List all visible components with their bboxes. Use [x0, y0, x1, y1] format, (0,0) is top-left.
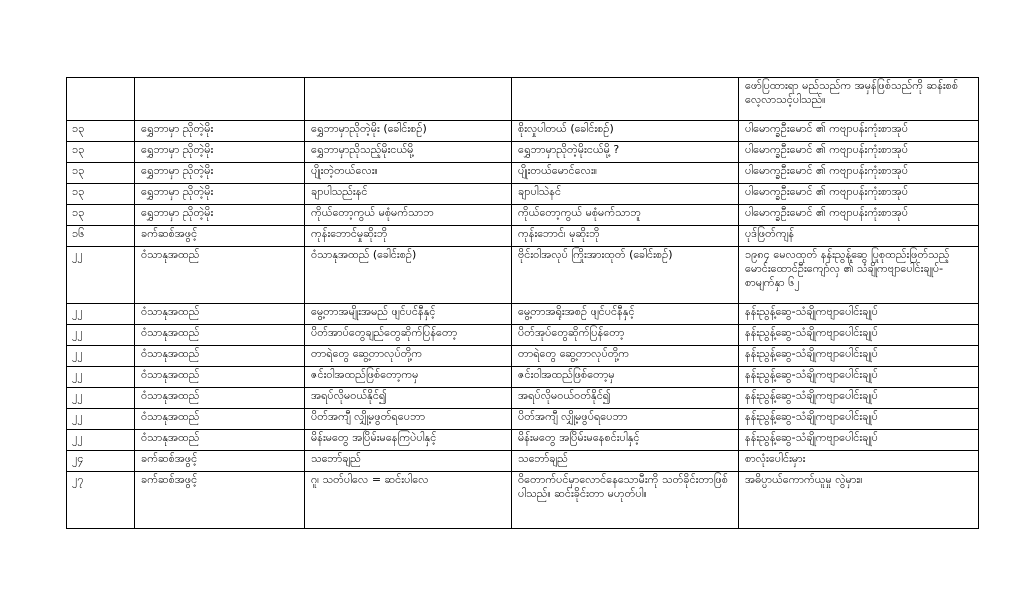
source-cell: နန်းညွန့်ဆွေ-သံချိုကဗျာပေါင်းချုပ်	[739, 388, 979, 409]
page-number-cell: ၁၆	[67, 226, 135, 247]
page-number-cell: ၁၃	[67, 205, 135, 226]
table-row	[67, 472, 979, 529]
title-alt-cell: ဇင်းဝါအထည်ဖြစ်တော့မှ	[512, 367, 739, 388]
title-cell: မိန်းမတွေ အပြိမ်းမနေကြပဲပါနှင့်	[305, 430, 512, 451]
category-cell: ဝံသာနုအထည်	[135, 430, 305, 451]
title-alt-cell: ဗိုင်းဝါအလုပ် ကြိုးအားထုတ် (ခေါင်းစဉ်)	[512, 247, 739, 304]
table-row	[67, 409, 979, 430]
title-cell: ကိုယ်တော့ကွယ် မစုံမက်သာဘ	[305, 205, 512, 226]
table-row	[67, 346, 979, 367]
source-cell: နန်းညွန့်ဆွေ-သံချိုကဗျာပေါင်းချုပ်	[739, 430, 979, 451]
category-cell: ရွှေဘာမှာ ညိုတဲ့မိုး	[135, 205, 305, 226]
table-row	[67, 205, 979, 226]
source-cell: ပါမောက္ခဦးမောင် ၏ ကဗျာပန်းကုံးစာအုပ်	[739, 184, 979, 205]
page-number-cell: ၂၂	[67, 346, 135, 367]
title-cell: ပျိုးတဲ့တယ်လေး။	[305, 163, 512, 184]
category-cell: ရွှေဘာမှာ ညိုတဲ့မိုး	[135, 121, 305, 142]
category-cell: ရွှေဘာမှာ ညိုတဲ့မိုး	[135, 163, 305, 184]
title-alt-cell: စိုးလှုပါတယ် (ခေါင်းစဉ်)	[512, 121, 739, 142]
page-number-cell: ၂၄	[67, 451, 135, 472]
source-cell: ပါမောက္ခဦးမောင် ၏ ကဗျာပန်းကုံးစာအုပ်	[739, 163, 979, 184]
title-cell: သဘော်ချည်	[305, 451, 512, 472]
source-cell: ပါမောက္ခဦးမောင် ၏ ကဗျာပန်းကုံးစာအုပ်	[739, 205, 979, 226]
category-cell: ဝံသာနုအထည်	[135, 346, 305, 367]
title-alt-cell: သဘော်ချည်	[512, 451, 739, 472]
title-alt-cell: ကိုယ်တော့ကွယ် မစုံမက်သာဘူ	[512, 205, 739, 226]
title-alt-cell: ပျိုးတယ်မောင်လေး။	[512, 163, 739, 184]
source-cell: ၁၉၈၄ မေလထုတ် နန်းညွန့်ဆွေ ပြုစုထည်းဖြတ်သည့် မောင်းထောင်ဦးကျော်လှ ၏ သံချိုကဗျာပေါင်းချုပ်-စာမျက်နှာ ၆၂	[739, 247, 979, 304]
table-row	[67, 121, 979, 142]
page-number-cell: ၂၂	[67, 409, 135, 430]
table-row	[67, 451, 979, 472]
table-row	[67, 325, 979, 346]
page-number-cell: ၁၃	[67, 184, 135, 205]
title-alt-cell: အရပ်လိုမဝယ်ဝတ်နိုင်၍	[512, 388, 739, 409]
title-cell: မွေ့တာအမျိုးအမည် ဖျင်ပင်နီနှင့်	[305, 304, 512, 325]
source-cell: နန်းညွန့်ဆွေ-သံချိုကဗျာပေါင်းချုပ်	[739, 304, 979, 325]
category-cell: ရွှေဘာမှာ ညိုတဲ့မိုး	[135, 142, 305, 163]
title-cell: ဝံသာနုအထည် (ခေါင်းစဉ်)	[305, 247, 512, 304]
title-cell: ဇင်းဝါအထည်ဖြစ်တော့ကမှ	[305, 367, 512, 388]
table-row	[67, 163, 979, 184]
category-cell	[135, 78, 305, 121]
table-row	[67, 78, 979, 121]
title-cell: ကုန်းဘောင်မှုဆိုးဘို	[305, 226, 512, 247]
title-cell	[305, 78, 512, 121]
category-cell: ခက်ဆစ်အဖွင့်	[135, 472, 305, 529]
page-number-cell: ၂၇	[67, 472, 135, 529]
table-row	[67, 388, 979, 409]
title-cell: အရပ်လိုမဝယ်နိုင်၍	[305, 388, 512, 409]
title-alt-cell: ချာပါသဲနင်	[512, 184, 739, 205]
source-cell: ပါမောက္ခဦးမောင် ၏ ကဗျာပန်းကုံးစာအုပ်	[739, 142, 979, 163]
title-alt-cell: ရွှေဘာမှာညိုတဲ့မိုးငယ်မို့ ?	[512, 142, 739, 163]
title-alt-cell: ဝိတောက်ပင်မှာလောင်နေသောမီးကို သတ်ခိုင်းတာဖြစ်ပါသည်။ ဆင်းခိုင်းတာ မဟုတ်ပါ။	[512, 472, 739, 529]
source-cell: ပုဒ်ဖြတ်ကျန်	[739, 226, 979, 247]
page-number-cell: ၂၂	[67, 430, 135, 451]
category-cell: ဝံသာနုအထည်	[135, 304, 305, 325]
category-cell: ရွှေဘာမှာ ညိုတဲ့မိုး	[135, 184, 305, 205]
source-cell: ပါမောက္ခဦးမောင် ၏ ကဗျာပန်းကုံးစာအုပ်	[739, 121, 979, 142]
category-cell: ဝံသာနုအထည်	[135, 247, 305, 304]
page-number-cell: ၁၃	[67, 142, 135, 163]
source-cell: နန်းညွန့်ဆွေ-သံချိုကဗျာပေါင်းချုပ်	[739, 346, 979, 367]
category-cell: ဝံသာနုအထည်	[135, 388, 305, 409]
page-number-cell: ၁၃	[67, 163, 135, 184]
title-alt-cell	[512, 78, 739, 121]
page-number-cell: ၂၂	[67, 247, 135, 304]
category-cell: ဝံသာနုအထည်	[135, 325, 305, 346]
title-cell: တာရဲတွေ ဆွေ့တာလုပ်တို့က	[305, 346, 512, 367]
comparison-table	[66, 77, 979, 529]
category-cell: ဝံသာနုအထည်	[135, 409, 305, 430]
source-cell: နန်းညွန့်ဆွေ-သံချိုကဗျာပေါင်းချုပ်	[739, 367, 979, 388]
title-alt-cell: ကုန်းဘောင်၊ မုဆိုးဘို	[512, 226, 739, 247]
table-row	[67, 430, 979, 451]
title-alt-cell: မွေ့တာအရိုးအစဉ် ဖျင်ပင်နီနှင့်	[512, 304, 739, 325]
title-alt-cell: မိန်းမတွေ အပြိမ်းမနေစင်းပါနှင့်	[512, 430, 739, 451]
source-cell: အဓိပ္ပာယ်ကောက်ယူမှု လွဲမှား။	[739, 472, 979, 529]
title-cell: ရွှေဘာမှာညိုတဲ့မိုး (ခေါင်းစဉ်)	[305, 121, 512, 142]
page-number-cell	[67, 78, 135, 121]
source-cell: နန်းညွန့်ဆွေ-သံချိုကဗျာပေါင်းချုပ်	[739, 409, 979, 430]
page-number-cell: ၂၂	[67, 388, 135, 409]
title-alt-cell: တာရဲတွေ ဆွေ့တာလုပ်တို့က	[512, 346, 739, 367]
table-row	[67, 367, 979, 388]
title-cell: ပိတ်အကျီ လျှို့မဖွတ်ရပေဘာ	[305, 409, 512, 430]
table-row	[67, 184, 979, 205]
table-body	[67, 78, 979, 529]
page-number-cell: ၁၃	[67, 121, 135, 142]
table-row	[67, 247, 979, 304]
title-cell: ချာပါသည်းနင်	[305, 184, 512, 205]
table-row	[67, 226, 979, 247]
table-row	[67, 142, 979, 163]
category-cell: ဝံသာနုအထည်	[135, 367, 305, 388]
source-cell: စာလုံးပေါင်းမှား	[739, 451, 979, 472]
title-cell: ရွှေဘာမှာညိုသည့်မိုးငယ်မို့	[305, 142, 512, 163]
category-cell: ခက်ဆစ်အဖွင့်	[135, 226, 305, 247]
page-number-cell: ၂၂	[67, 325, 135, 346]
category-cell: ခက်ဆစ်အဖွင့်	[135, 451, 305, 472]
title-cell: ပိတ်အာပ်တွေချည်တွေဆိုက်ပြန်တော့	[305, 325, 512, 346]
source-cell: ဖော်ပြထားရာ မည်သည်က အမှန်ဖြစ်သည်ကို ဆန်းစစ် လေ့လာသင့်ပါသည်။	[739, 78, 979, 121]
page-number-cell: ၂၂	[67, 304, 135, 325]
title-alt-cell: ပိတ်အုပ်တွေဆိုက်ပြန်တော့	[512, 325, 739, 346]
title-alt-cell: ပိတ်အကျီ လျှို့မဖွပ်ရပေဘာ	[512, 409, 739, 430]
page-number-cell: ၂၂	[67, 367, 135, 388]
title-cell: ဂူ၊ သတ်ပါလေ = ဆင်းပါလေ	[305, 472, 512, 529]
source-cell: နန်းညွန့်ဆွေ-သံချိုကဗျာပေါင်းချုပ်	[739, 325, 979, 346]
table-row	[67, 304, 979, 325]
